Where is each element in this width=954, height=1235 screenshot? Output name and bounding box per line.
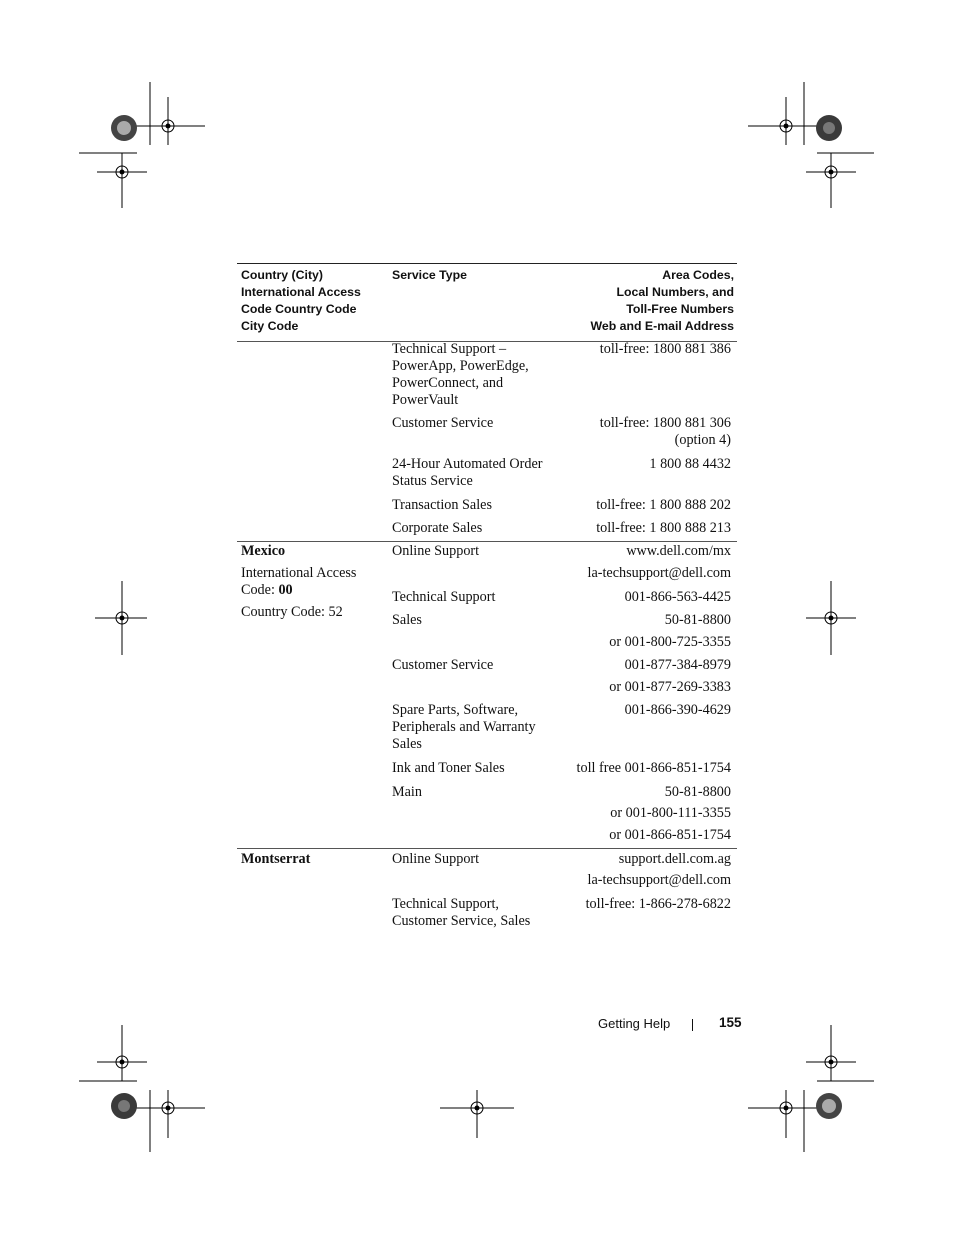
country-name: Montserrat	[241, 851, 311, 867]
number-cell: 001-877-384-8979	[624, 657, 731, 673]
table-header	[237, 263, 737, 341]
service-cell: Sales	[392, 612, 422, 628]
service-cell: Customer Service	[392, 657, 494, 673]
row-divider	[237, 541, 737, 542]
service-cell: Customer Service	[392, 415, 494, 431]
number-cell: or 001-800-111-3355	[610, 805, 731, 821]
service-cell: Technical Support – PowerApp, PowerEdge, PowerConnect, and PowerVault	[392, 341, 529, 408]
number-cell: 001-866-563-4425	[624, 589, 731, 605]
footer-divider	[692, 1019, 693, 1031]
service-cell: Ink and Toner Sales	[392, 760, 505, 776]
access-code	[241, 565, 386, 599]
row-divider	[237, 848, 737, 849]
number-cell: or 001-800-725-3355	[609, 634, 731, 650]
access-code-value: 00	[278, 582, 293, 598]
service-cell: Transaction Sales	[392, 497, 492, 513]
service-cell: Online Support	[392, 543, 480, 559]
number-cell: la-techsupport@dell.com	[587, 565, 731, 581]
country-code: Country Code: 52	[241, 604, 343, 620]
access-code-label: International Access Code:	[241, 565, 357, 598]
page-number: 155	[719, 1015, 742, 1030]
number-cell: toll-free: 1 800 888 213	[596, 520, 731, 536]
number-cell: toll-free: 1800 881 386	[599, 341, 731, 357]
service-cell: Spare Parts, Software, Peripherals and Warranty Sales	[392, 702, 536, 752]
header-numbers: Area Codes, Local Numbers, and Toll-Free Numbers Web and E-mail Address	[590, 268, 734, 333]
service-cell: Main	[392, 784, 422, 800]
footer-section-title: Getting Help	[598, 1016, 671, 1031]
number-cell: toll-free: 1 800 888 202	[596, 497, 731, 513]
number-cell: 50-81-8800	[664, 784, 731, 800]
number-cell: or 001-877-269-3383	[609, 679, 731, 695]
service-cell: Online Support	[392, 851, 480, 867]
number-cell: 1 800 88 4432	[649, 456, 731, 472]
header-country: Country (City) International Access Code Country Code City Code	[241, 268, 361, 333]
number-cell: la-techsupport@dell.com	[587, 872, 731, 888]
country-name: Mexico	[241, 543, 286, 559]
number-cell: www.dell.com/mx	[626, 543, 731, 559]
header-service-type: Service Type	[392, 268, 467, 282]
number-cell: 50-81-8800	[664, 612, 731, 628]
number-cell: 001-866-390-4629	[624, 702, 731, 718]
service-cell: 24-Hour Automated Order Status Service	[392, 456, 543, 489]
number-cell: or 001-866-851-1754	[609, 827, 731, 843]
number-cell: toll-free: 1800 881 306 (option 4)	[599, 415, 731, 448]
service-cell: Corporate Sales	[392, 520, 483, 536]
number-cell: support.dell.com.ag	[618, 851, 731, 867]
number-cell: toll free 001-866-851-1754	[576, 760, 731, 776]
number-cell: toll-free: 1-866-278-6822	[585, 896, 731, 912]
service-cell: Technical Support	[392, 589, 496, 605]
service-cell: Technical Support, Customer Service, Sales	[392, 896, 531, 929]
